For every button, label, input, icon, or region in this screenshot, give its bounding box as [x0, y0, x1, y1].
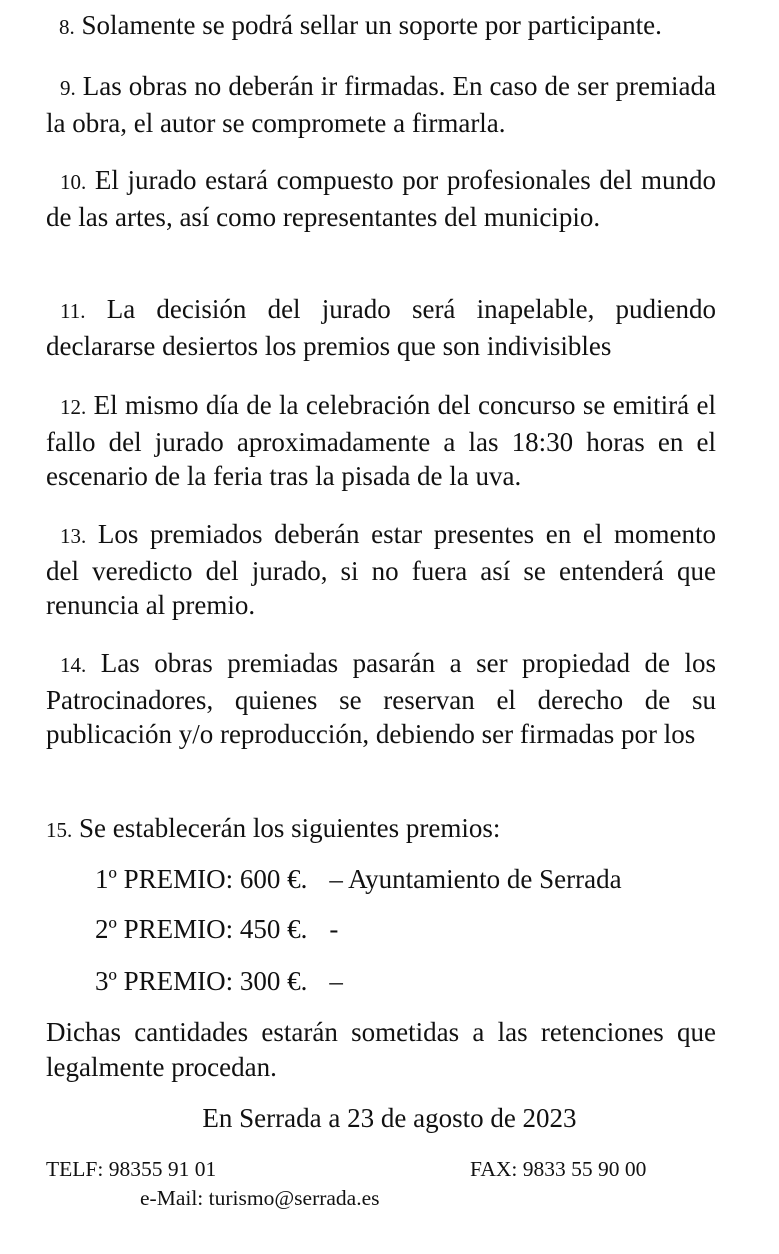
clause-number: 15. — [46, 818, 73, 842]
clause-text: El mismo día de la celebración del concurso se emitirá el fallo del jurado aproximadamente a las 18:30 horas en el escenario de la feria tras la pisada de la uva. — [46, 390, 717, 491]
clause-14 — [46, 646, 716, 752]
prize-label: 3º PREMIO: 300 €. — [95, 966, 308, 996]
clause-number: 9. — [60, 76, 76, 100]
clause-15 — [46, 811, 716, 848]
prize-label: 1º PREMIO: 600 €. — [95, 864, 308, 894]
retention-note: Dichas cantidades estarán sometidas a las retenciones que legalmente procedan. — [46, 1017, 716, 1082]
prize-label: 2º PREMIO: 450 €. — [95, 914, 308, 944]
clause-12 — [46, 388, 716, 494]
clause-number: 12. — [60, 395, 87, 419]
contact-email: e-Mail: turismo@serrada.es — [140, 1186, 380, 1210]
clause-text: Se establecerán los siguientes premios: — [79, 813, 501, 843]
clause-8 — [59, 8, 719, 45]
clause-9 — [46, 69, 716, 140]
place-date: En Serrada a 23 de agosto de 2023 — [202, 1103, 577, 1133]
prize-3 — [95, 964, 343, 998]
contact-fax: FAX: 9833 55 90 00 — [470, 1157, 647, 1181]
clause-text: La decisión del jurado será inapelable, pudiendo declararse desiertos los premios que son indivisibles — [46, 294, 717, 361]
clause-11 — [46, 292, 716, 363]
clause-number: 11. — [60, 299, 86, 323]
clause-text: Solamente se podrá sellar un soporte por participante. — [81, 10, 662, 40]
prize-1 — [95, 862, 622, 896]
prize-sponsor: - — [329, 914, 339, 944]
clause-number: 13. — [60, 524, 87, 548]
clause-number: 8. — [59, 15, 75, 39]
clause-13 — [46, 517, 716, 623]
prize-sponsor: – — [329, 966, 343, 996]
prize-sponsor: – Ayuntamiento de Serrada — [329, 864, 622, 894]
clause-text: Los premiados deberán estar presentes en el momento del veredicto del jurado, si no fuera así se entenderá que renuncia al premio. — [46, 519, 717, 620]
clause-number: 14. — [60, 653, 87, 677]
clause-number: 10. — [60, 170, 87, 194]
contact-phone: TELF: 98355 91 01 — [46, 1157, 217, 1181]
clause-text: Las obras no deberán ir firmadas. En caso de ser premiada la obra, el autor se compromete a firmarla. — [46, 71, 717, 138]
prize-2 — [95, 912, 338, 946]
clause-text: Las obras premiadas pasarán a ser propiedad de los Patrocinadores, quienes se reservan el derecho de su publicación y/o reproducción, debiendo ser firmadas por los — [46, 648, 716, 749]
clause-10 — [46, 163, 716, 234]
clause-text: El jurado estará compuesto por profesionales del mundo de las artes, así como representantes del municipio. — [46, 165, 716, 232]
